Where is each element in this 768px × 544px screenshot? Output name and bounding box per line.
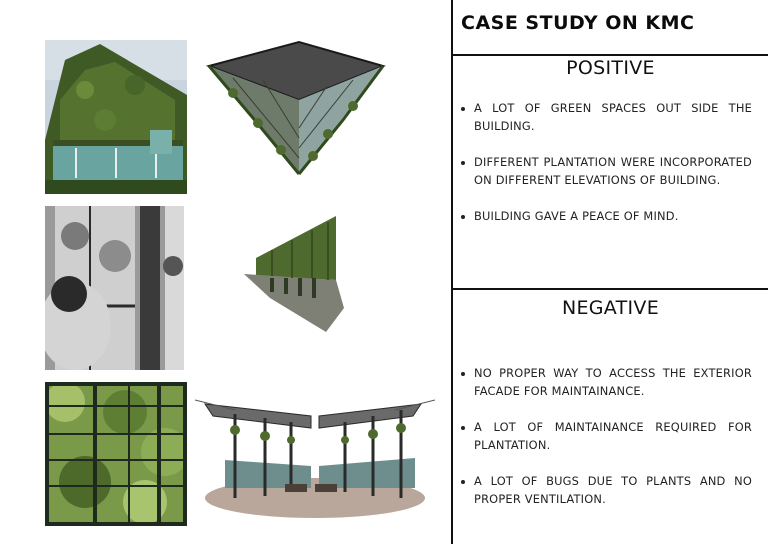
photo-window-greenery xyxy=(45,382,187,526)
vertical-divider xyxy=(451,0,453,544)
list-item: BUILDING GAVE A PEACE OF MIND. xyxy=(460,208,752,226)
list-item: DIFFERENT PLANTATION WERE INCORPORATED ON DIFFERENT ELEVATIONS OF BUILDING. xyxy=(460,154,752,189)
sketch-building-perspective xyxy=(203,38,386,178)
divider-under-title xyxy=(451,54,768,56)
list-item: A LOT OF MAINTAINANCE REQUIRED FOR PLANTATION. xyxy=(460,419,752,454)
negative-list xyxy=(460,365,752,508)
list-item: A LOT OF BUGS DUE TO PLANTS AND NO PROPER VENTILATION. xyxy=(460,473,752,508)
negative-heading: NEGATIVE xyxy=(561,297,660,319)
divider-section xyxy=(451,288,768,290)
positive-list xyxy=(460,100,752,226)
sketch-facade-angle xyxy=(240,212,354,336)
list-item: A LOT OF GREEN SPACES OUT SIDE THE BUILDING. xyxy=(460,100,752,135)
positive-heading: POSITIVE xyxy=(566,57,655,79)
list-item: NO PROPER WAY TO ACCESS THE EXTERIOR FACADE FOR MAINTAINANCE. xyxy=(460,365,752,400)
page-title: CASE STUDY ON KMC xyxy=(461,12,695,34)
photo-person-at-window xyxy=(45,206,184,370)
photo-green-facade xyxy=(45,40,187,194)
sketch-interior-courtyard xyxy=(195,380,435,522)
